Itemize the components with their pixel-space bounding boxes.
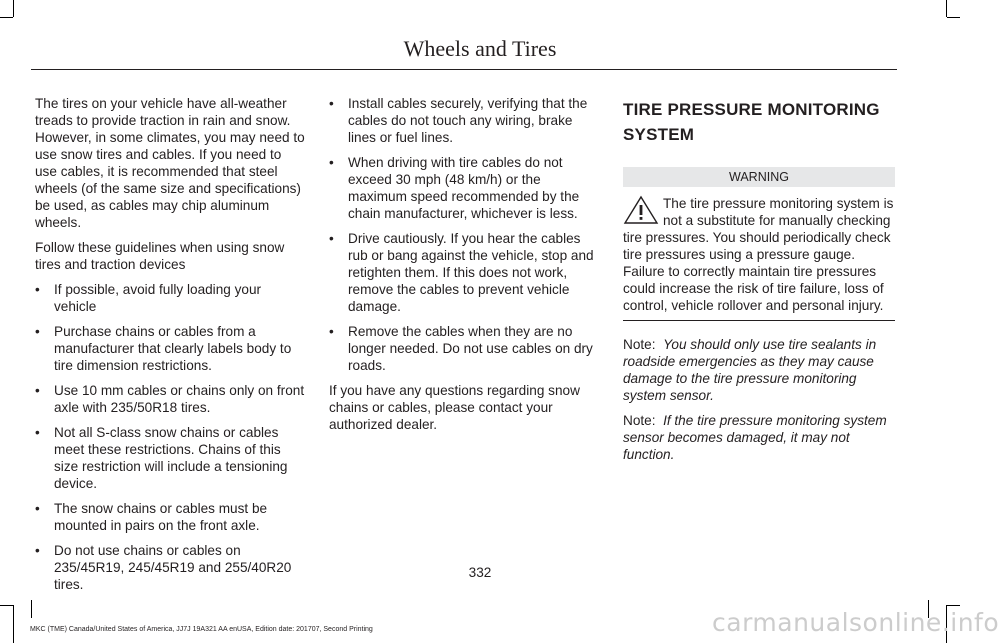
cable-list <box>329 95 601 374</box>
guidelines-list <box>35 281 307 593</box>
bullet-icon: • <box>329 155 334 170</box>
crop-mark-bottom-left-v <box>13 605 14 643</box>
warning-banner: WARNING <box>623 167 895 187</box>
bullet-icon: • <box>35 383 40 398</box>
column-1 <box>35 95 307 601</box>
list-item: • Install cables securely, verifying that the cables do not touch any wiring, brake lines or fuel lines. <box>329 96 588 145</box>
warning-rule <box>623 320 895 321</box>
list-item: • Drive cautiously. If you hear the cables rub or bang against the vehicle, stop and retighten them. If this does not work, remove the cables to prevent vehicle damage. <box>329 231 594 314</box>
bullet-icon: • <box>329 231 334 246</box>
list-item: • The snow chains or cables must be mounted in pairs on the front axle. <box>35 501 268 533</box>
bullet-icon: • <box>35 543 40 558</box>
crop-mark-top-right-v <box>946 0 947 17</box>
bullet-icon: • <box>329 96 334 111</box>
list-item: • If possible, avoid fully loading your vehicle <box>35 282 262 314</box>
list-item: • Not all S-class snow chains or cables meet these restrictions. Chains of this size restriction will include a tensioning device. <box>35 425 288 491</box>
note-paragraph: Note: If the tire pressure monitoring system sensor becomes damaged, it may not function. <box>623 413 887 462</box>
bullet-icon: • <box>329 324 334 339</box>
page-number: 332 <box>468 565 492 580</box>
intro-paragraph: The tires on your vehicle have all-weather treads to provide traction in rain and snow. However, in some climates, you may need to use snow tires and cables. If you need to use cables, it is recommended that steel wheels (of the same size and specifications) be used, as cables may chip aluminum wheels. <box>35 96 305 230</box>
bullet-icon: • <box>35 324 40 339</box>
page-header-title: Wheels and Tires <box>403 36 557 61</box>
warning-triangle-icon <box>623 195 659 225</box>
warning-text: The tire pressure monitoring system is not a substitute for manually checking tire pressures. You should periodically check tire pressures using a pressure gauge. Failure to correctly maintain tire pressures could increase the risk of tire failure, loss of control, vehicle rollover and personal injury. <box>623 196 894 313</box>
crop-mark-bottom-left-h <box>0 605 13 606</box>
crop-mark-top-left-h <box>0 17 13 18</box>
bullet-icon: • <box>35 282 40 297</box>
column-2 <box>329 95 601 441</box>
crop-mark-bottom-right-h <box>947 605 960 606</box>
list-item: • Do not use chains or cables on 235/45R19, 245/45R19 and 255/40R20 tires. <box>35 543 292 592</box>
list-item: • Remove the cables when they are no longer needed. Do not use cables on dry roads. <box>329 324 593 373</box>
guidelines-intro: Follow these guidelines when using snow tires and traction devices <box>35 240 285 272</box>
crop-mark-top-right-h <box>947 17 960 18</box>
edition-footer: MKC (TME) Canada/United States of America, JJ7J 19A321 AA enUSA, Edition date: 201707, Second Printing <box>30 626 373 633</box>
crop-mark-top-left-v <box>13 0 14 17</box>
bullet-icon: • <box>35 501 40 516</box>
closing-paragraph: If you have any questions regarding snow chains or cables, please contact your authorized dealer. <box>329 383 580 432</box>
bullet-icon: • <box>35 425 40 440</box>
list-item: • Purchase chains or cables from a manufacturer that clearly labels body to tire dimension restrictions. <box>35 324 292 373</box>
crop-mark-inner-left <box>31 600 32 618</box>
column-3 <box>623 95 895 471</box>
note-paragraph: Note: You should only use tire sealants in roadside emergencies as they may cause damage to the tire pressure monitoring system sensor. <box>623 337 877 403</box>
list-item: • Use 10 mm cables or chains only on front axle with 235/50R18 tires. <box>35 383 305 415</box>
list-item: • When driving with tire cables do not exceed 30 mph (48 km/h) or the maximum speed recommended by the chain manufacturer, whichever is less. <box>329 155 580 221</box>
header-rule <box>31 69 897 70</box>
watermark: carmanualsonline.info <box>712 608 999 637</box>
section-heading: TIRE PRESSURE MONITORING SYSTEM <box>623 100 880 144</box>
